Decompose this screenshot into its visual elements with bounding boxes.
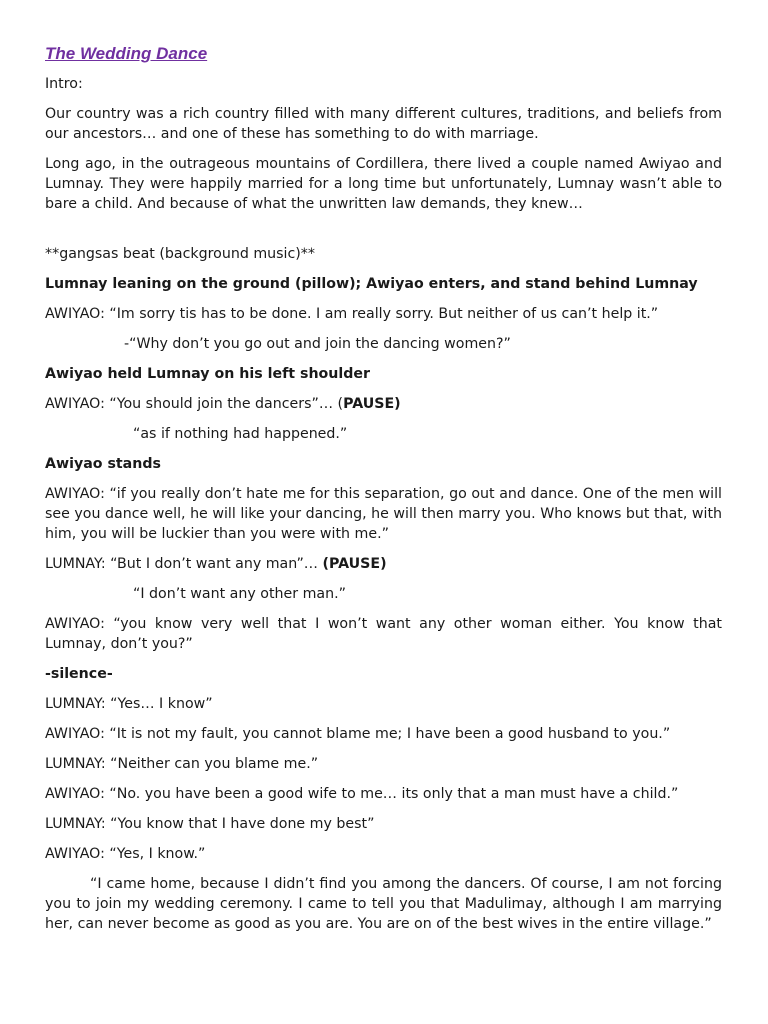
stage-direction-2: Awiyao held Lumnay on his left shoulder [45,366,371,382]
silence-direction: -silence- [45,666,113,682]
dialogue-line-4 [45,554,722,574]
dialogue-line-11: AWIYAO: “Yes, I know.” [45,846,206,862]
dialogue-line-4-text: LUMNAY: “But I don’t want any man”… [45,556,323,572]
dialogue-line-6: LUMNAY: “Yes… I know” [45,696,213,712]
intro-paragraph-2: Long ago, in the outrageous mountains of Cordillera, there lived a couple named Awiyao and Lumnay. They were happily married for a long time but unfortunately, Lumnay wasn’t able to bare a child. And because of what the unwritten law demands, they knew… [45,156,722,212]
dialogue-line-9: AWIYAO: “No. you have been a good wife to me… its only that a man must have a child.” [45,786,679,802]
dialogue-line-12: “I came home, because I didn’t find you among the dancers. Of course, I am not forcing you to join my wedding ceremony. I came to tell you that Madulimay, although I am marrying her, can never become as good as you are. You are on of the best wives in the entire village.” [45,876,722,932]
dialogue-line-2-text: AWIYAO: “You should join the dancers”… ( [45,396,344,412]
dialogue-line-2 [45,394,722,414]
intro-label: Intro: [45,76,83,92]
spacer [45,224,722,244]
intro-paragraph-1: Our country was a rich country filled with many different cultures, traditions, and beliefs from our ancestors… and one of these has something to do with marriage. [45,106,722,142]
dialogue-line-2b: “as if nothing had happened.” [133,426,348,442]
dialogue-line-1: AWIYAO: “Im sorry tis has to be done. I am really sorry. But neither of us can’t help it.” [45,306,659,322]
dialogue-line-10: LUMNAY: “You know that I have done my best” [45,816,375,832]
music-note: **gangsas beat (background music)** [45,246,315,262]
stage-direction-1: Lumnay leaning on the ground (pillow); Awiyao enters, and stand behind Lumnay [45,276,698,292]
document-page [45,42,722,944]
pause-marker-2: (PAUSE) [322,556,387,572]
stage-direction-3: Awiyao stands [45,456,161,472]
dialogue-line-5: AWIYAO: “you know very well that I won’t want any other woman either. You know that Lumnay, don’t you?” [45,616,722,652]
pause-marker: PAUSE) [343,396,401,412]
dialogue-line-7: AWIYAO: “It is not my fault, you cannot blame me; I have been a good husband to you.” [45,726,671,742]
dialogue-line-1b: -“Why don’t you go out and join the dancing women?” [124,336,511,352]
dialogue-line-8: LUMNAY: “Neither can you blame me.” [45,756,319,772]
document-title: The Wedding Dance [45,44,208,63]
dialogue-line-4b: “I don’t want any other man.” [133,586,346,602]
dialogue-line-3: AWIYAO: “if you really don’t hate me for this separation, go out and dance. One of the men will see you dance well, he will like your dancing, he will then marry you. Who knows but that, with him, you will be luckier than you were with me.” [45,486,722,542]
